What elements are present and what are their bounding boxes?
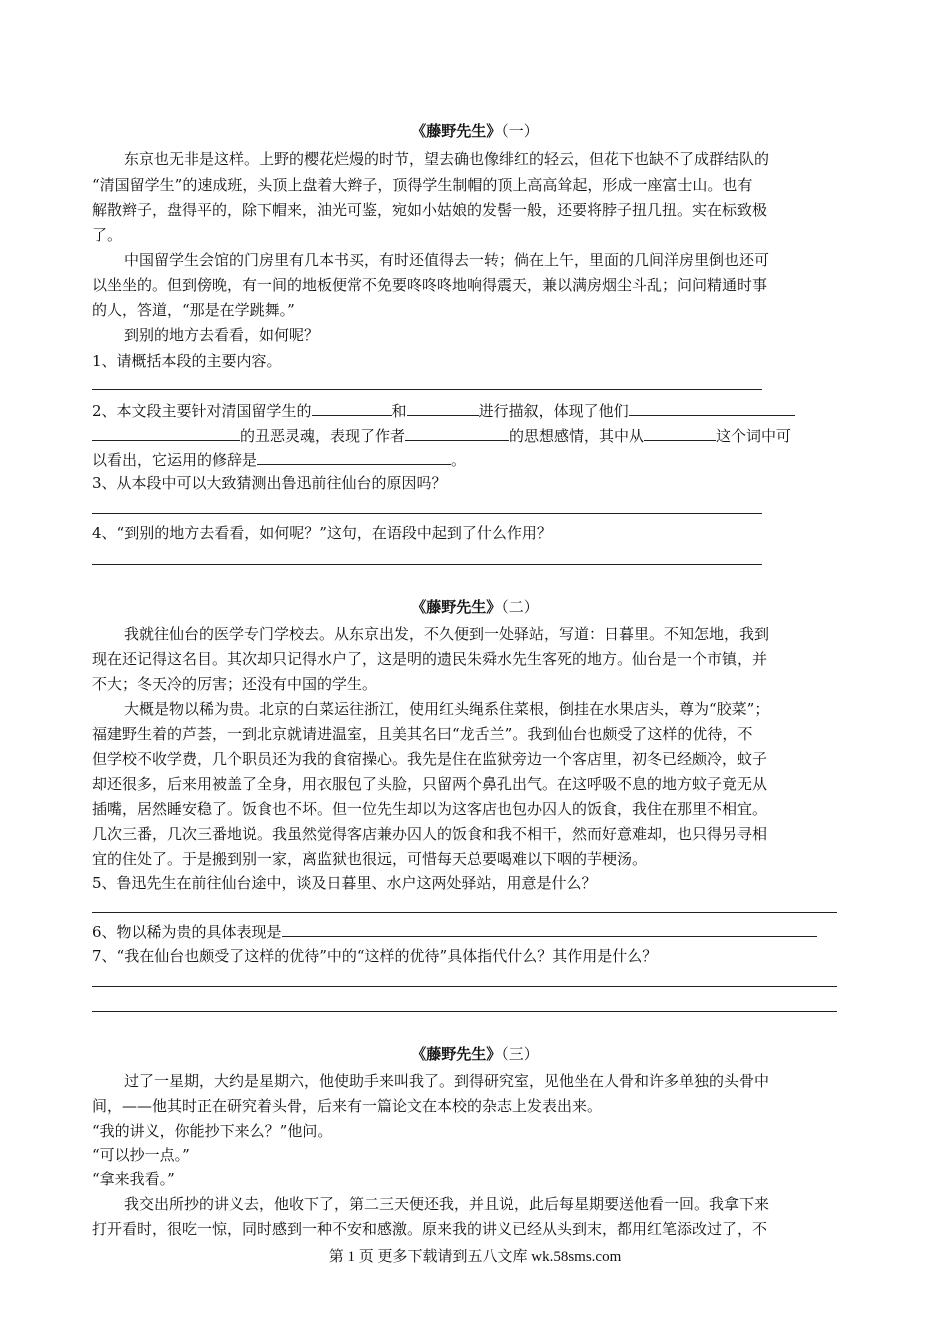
s2-p2-line: 大概是物以稀为贵。北京的白菜运往浙江，使用红头绳系住菜根，倒挂在水果店头，尊为“胶菜”；: [124, 700, 770, 718]
s2-p2-line: 宜的住处了。于是搬到别一家，离监狱也很远，可惜每天总要喝难以下咽的芋梗汤。: [92, 850, 648, 868]
answer-line-q1[interactable]: [92, 389, 762, 390]
s2-p2-line: 福建野生着的芦荟，一到北京就请进温室，且美其名曰“龙舌兰”。我到仙台也颇受了这样的优待，不: [92, 725, 753, 743]
blank-q2-6[interactable]: [257, 450, 451, 465]
s2-p2-line: 却还很多，后来用被盖了全身，用衣服包了头脸，只留两个鼻孔出气。在这呼吸不息的地方蚊子竟无从: [92, 775, 768, 793]
s2-p2-line: 但学校不收学费，几个职员还为我的食宿操心。我先是住在监狱旁边一个客店里，初冬已经颇冷，蚊子: [92, 750, 768, 768]
s3-p1-line: 间，——他其时正在研究着头骨，后来有一篇论文在本校的杂志上发表出来。: [92, 1097, 603, 1115]
s1-p1-line: 解散辫子，盘得平的，除下帽来，油光可鉴，宛如小姑娘的发髻一般，还要将脖子扭几扭。实在标致极: [92, 201, 768, 219]
s3-dialogue: “拿来我看。”: [92, 1170, 175, 1188]
s3-p2-line: 我交出所抄的讲义去，他收下了，第二三天便还我，并且说，此后每星期要送他看一回。我拿下来: [124, 1195, 770, 1213]
question-6: 6、物以稀为贵的具体表现是: [92, 922, 817, 940]
s1-p3: 到别的地方去看看，如何呢？: [124, 326, 320, 344]
s3-p1-line: 过了一星期，大约是星期六，他使助手来叫我了。到得研究室，见他坐在人骨和许多单独的头骨中: [124, 1072, 770, 1090]
answer-line-q7-1[interactable]: [92, 986, 837, 987]
s2-p1-line: 现在还记得这名目。其次却只记得水户了，这是明的遗民朱舜水先生客死的地方。仙台是一个市镇，并: [92, 650, 768, 668]
s1-p1-line: 了。: [92, 226, 123, 244]
s1-p1-line: 东京也无非是这样。上野的樱花烂熳的时节，望去确也像绯红的轻云，但花下也缺不了成群结队的: [124, 150, 770, 168]
answer-line-q4[interactable]: [92, 564, 762, 565]
s1-p1-line: “清国留学生”的速成班，头顶上盘着大辫子，顶得学生制帽的顶上高高耸起，形成一座富士山。也有: [92, 176, 753, 194]
question-7: 7、“我在仙台也颇受了这样的优待”中的“这样的优待”具体指代什么？其作用是什么？: [92, 947, 658, 965]
blank-q2-3[interactable]: [629, 401, 795, 416]
blank-q6[interactable]: [282, 922, 817, 937]
answer-line-q7-2[interactable]: [92, 1011, 837, 1012]
blank-q2-5[interactable]: [644, 426, 716, 441]
s3-dialogue: “可以抄一点。”: [92, 1146, 190, 1164]
s2-p1-line: 不大；冬天冷的厉害；还没有中国的学生。: [92, 675, 378, 693]
blank-q2-3b[interactable]: [92, 426, 240, 441]
question-3: 3、从本段中可以大致猜测出鲁迅前往仙台的原因吗？: [92, 474, 447, 492]
s1-p2-line: 以坐坐的。但到傍晚，有一间的地板便常不免要咚咚咚地响得震天，兼以满房烟尘斗乱；问问精通时事: [92, 276, 768, 294]
section-2-title: 《藤野先生》（二）: [411, 598, 539, 616]
question-5: 5、鲁迅先生在前往仙台途中，谈及日暮里、水户这两处驿站，用意是什么？: [92, 874, 597, 892]
answer-line-q5[interactable]: [92, 912, 837, 913]
s1-p2-line: 中国留学生会馆的门房里有几本书买，有时还值得去一转；倘在上午，里面的几间洋房里倒也还可: [124, 251, 770, 269]
s2-p2-line: 插嘴，居然睡安稳了。饭食也不坏。但一位先生却以为这客店也包办囚人的饭食，我住在那里不相宜。: [92, 800, 768, 818]
answer-line-q3[interactable]: [92, 513, 762, 514]
question-2-line-1: 2、本文段主要针对清国留学生的 和 进行描叙，体现了他们: [92, 401, 795, 419]
s3-p2-line: 打开看时，很吃一惊，同时感到一种不安和感激。原来我的讲义已经从头到末，都用红笔添改过了，不: [92, 1220, 768, 1238]
blank-q2-2[interactable]: [407, 401, 479, 416]
question-2-line-2: 的丑恶灵魂，表现了作者 的思想感情，其中从 这个词中可: [92, 426, 791, 444]
s1-p2-line: 的人，答道，“那是在学跳舞。”: [92, 301, 295, 319]
blank-q2-4[interactable]: [405, 426, 509, 441]
question-4: 4、“到别的地方去看看，如何呢？”这句，在语段中起到了什么作用？: [92, 524, 552, 542]
s3-dialogue: “我的讲义，你能抄下来么？”他问。: [92, 1122, 333, 1140]
section-1-title: 《藤野先生》（一）: [411, 122, 539, 140]
section-3-title: 《藤野先生》（三）: [411, 1045, 539, 1063]
question-1: 1、请概括本段的主要内容。: [92, 352, 282, 370]
blank-q2-1[interactable]: [312, 401, 392, 416]
page-footer: 第 1 页 更多下载请到五八文库 wk.58sms.com: [328, 1249, 622, 1265]
s2-p1-line: 我就往仙台的医学专门学校去。从东京出发，不久便到一处驿站，写道：日暮里。不知怎地，我到: [124, 625, 770, 643]
question-2-line-3: 以看出，它运用的修辞是 。: [92, 451, 467, 469]
s2-p2-line: 几次三番，几次三番地说。我虽然觉得客店兼办囚人的饭食和我不相干，然而好意难却，也只得另寻相: [92, 825, 768, 843]
